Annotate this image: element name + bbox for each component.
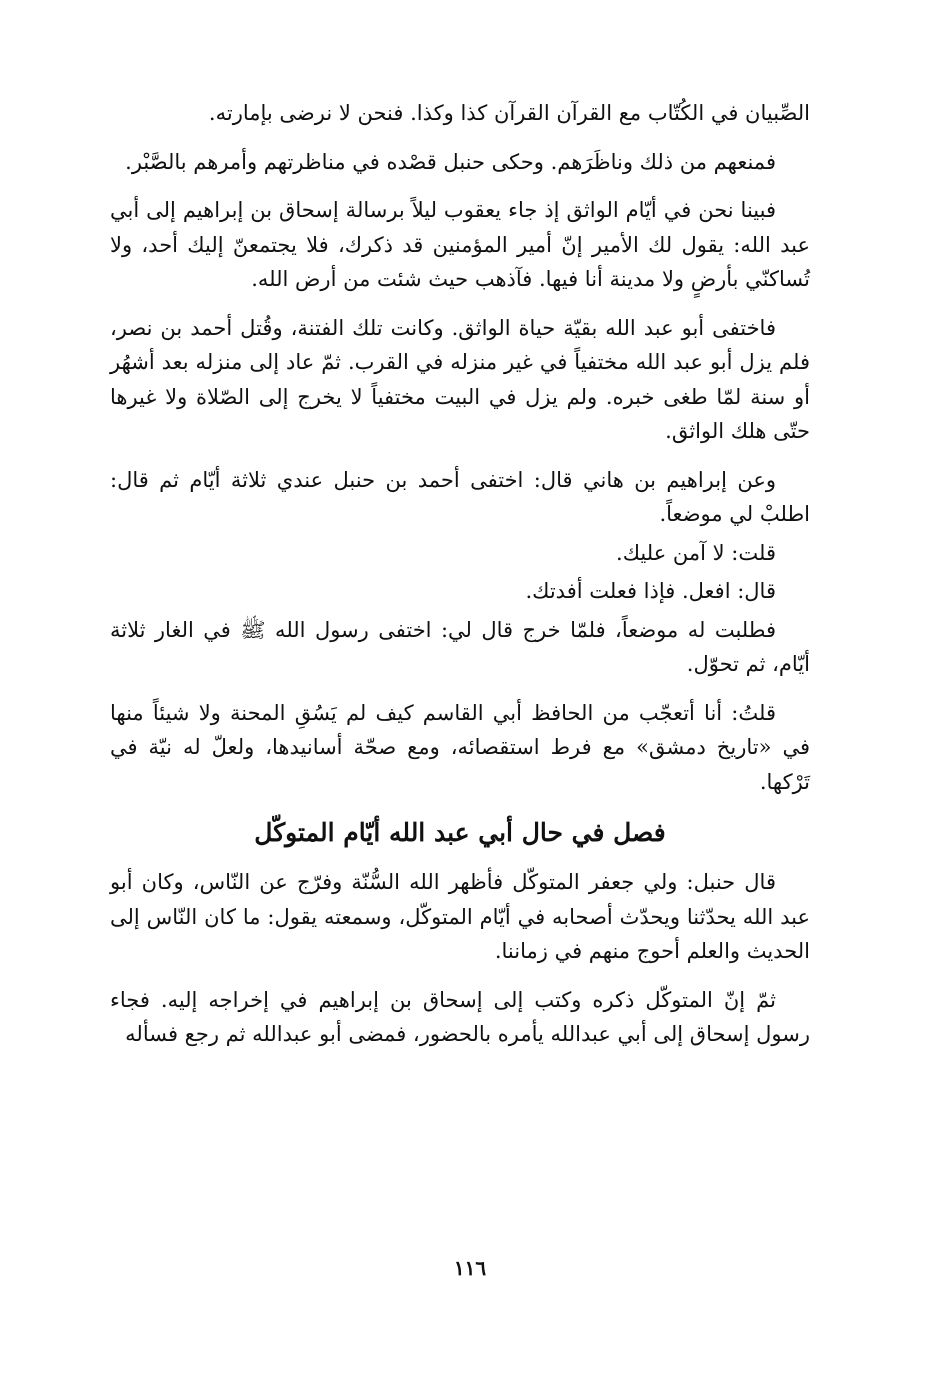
section-heading: فصل في حال أبي عبد الله أيّام المتوكّل xyxy=(254,818,666,847)
page-body xyxy=(110,96,810,1066)
paragraph: قلتُ: أنا أتعجّب من الحافظ أبي القاسم كيف لم يَسُقِ المحنة ولا شيئاً منها في «تاريخ دمشق» مع فرط استقصائه، ومع صحّة أسانيدها، ولعلّ له نيّة في تَرْكها. xyxy=(110,700,810,794)
paragraph: قال حنبل: ولي جعفر المتوكّل فأظهر الله السُّنّة وفرّج عن النّاس، وكان أبو عبد الله يحدّثنا ويحدّث أصحابه في أيّام المتوكّل، وسمعته يقول: ما كان النّاس إلى الحديث والعلم أحوج منهم في زماننا. xyxy=(110,870,810,963)
paragraph: فطلبت له موضعاً، فلمّا خرج قال لي: اختفى رسول الله ﷺ في الغار ثلاثة أيّام، ثم تحوّل. xyxy=(110,617,810,676)
page-number: ١١٦ xyxy=(453,1256,487,1280)
paragraph: ثمّ إنّ المتوكّل ذكره وكتب إلى إسحاق بن إبراهيم في إخراجه إليه. فجاء رسول إسحاق إلى أبي عبدالله يأمره بالحضور، فمضى أبو عبدالله ثم رجع فسأله xyxy=(110,987,810,1046)
paragraph: فاختفى أبو عبد الله بقيّة حياة الواثق. وكانت تلك الفتنة، وقُتل أحمد بن نصر، فلم يزل أبو عبد الله مختفياً في غير منزله في القرب. ثمّ عاد إلى منزله بعد أشهُر أو سنة لمّا طغى خبره. ولم يزل في البيت مختفياً لا يخرج إلى الصّلاة ولا غيرها حتّى هلك الواثق. xyxy=(110,315,810,443)
paragraph: وعن إبراهيم بن هاني قال: اختفى أحمد بن حنبل عندي ثلاثة أيّام ثم قال: اطلبْ لي موضعاً. xyxy=(110,467,810,526)
bottom-paragraphs xyxy=(110,865,810,1052)
paragraph: قلت: لا آمن عليك. xyxy=(616,540,776,565)
paragraph: قال: افعل. فإذا فعلت أفدتك. xyxy=(525,579,776,603)
paragraph: فمنعهم من ذلك وناظَرَهم. وحكى حنبل قصْده في مناظرتهم وأمرهم بالصَّبْر. xyxy=(125,149,776,174)
top-paragraphs xyxy=(110,96,810,799)
paragraph: فبينا نحن في أيّام الواثق إذ جاء يعقوب ليلاً برسالة إسحاق بن إبراهيم إلى أبي عبد الله: يقول لك الأمير إنّ أمير المؤمنين قد ذكرك، فلا يجتمعنّ إليك أحد، ولا تُساكنّي بأرضٍ ولا مدينة أنا فيها. فآذهب حيث شئت من أرض الله. xyxy=(110,198,810,291)
paragraph: الصِّبيان في الكُتّاب مع القرآن القرآن كذا وكذا. فنحن لا نرضى بإمارته. xyxy=(208,101,810,125)
